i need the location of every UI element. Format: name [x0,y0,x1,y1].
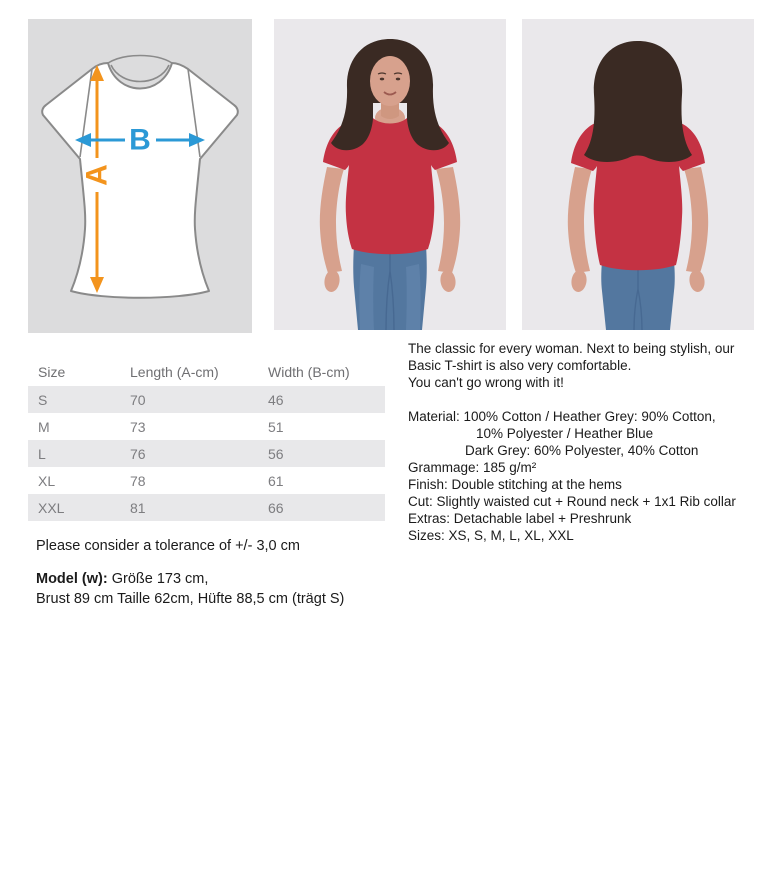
cell-width: 66 [268,499,284,516]
model-height: Größe 173 cm, [107,571,209,587]
intro-line: You can't go wrong with it! [408,375,564,390]
face [370,56,410,106]
model-info-line2: Brust 89 cm Taille 62cm, Hüfte 88,5 cm (trägt S) [36,591,345,607]
model-label: Model (w): [36,571,108,587]
model-info-line1 [36,569,344,589]
cell-width: 61 [268,472,284,489]
material-line: Dark Grey: 60% Polyester, 40% Cotton [465,443,699,458]
intro-line: Basic T-shirt is also very comfortable. [408,358,632,373]
cut-line: Cut: Slightly waisted cut + Round neck + 1x1 Rib collar [408,494,736,509]
model-back-illustration [522,19,754,330]
jeans-wash-left [359,264,374,330]
column-header-width: Width (B-cm) [268,364,350,380]
cell-size: XXL [38,499,65,516]
cell-size: XL [38,472,56,489]
cell-length: 78 [130,472,146,489]
description-details [408,408,776,544]
sizes-line: Sizes: XS, S, M, L, XL, XXL [408,528,574,543]
cell-length: 73 [130,418,146,435]
table-row-m [28,413,385,440]
cell-length: 70 [130,391,146,408]
model-front-illustration [274,19,506,330]
table-row-s [28,386,385,413]
description-intro [408,340,776,391]
finish-line: Finish: Double stitching at the hems [408,477,622,492]
cell-size: M [38,418,50,435]
table-row-xl [28,467,385,494]
material-line: 10% Polyester / Heather Blue [476,426,654,441]
label-b: B [129,123,151,157]
cell-width: 51 [268,418,284,435]
tshirt-measure-diagram-svg [28,19,252,333]
intro-line: The classic for every woman. Next to being stylish, our [408,341,735,356]
size-diagram [28,19,252,333]
cell-size: S [38,391,48,408]
cell-width: 46 [268,391,284,408]
cell-size: L [38,445,46,462]
cell-width: 56 [268,445,284,462]
table-row-xxl [28,494,385,521]
column-header-size: Size [38,364,66,380]
model-front-photo [274,19,506,330]
size-table-header [28,358,385,386]
material-line: Material: 100% Cotton / Heather Grey: 90% Cotton, [408,409,716,424]
product-description [408,340,776,544]
cell-length: 81 [130,499,146,516]
model-info [36,569,344,609]
cell-length: 76 [130,445,146,462]
grammage-line: Grammage: 185 g/m² [408,460,537,475]
jeans-wash-right [406,264,421,330]
table-row-l [28,440,385,467]
extras-line: Extras: Detachable label + Preshrunk [408,511,632,526]
tolerance-note: Please consider a tolerance of +/- 3,0 cm [36,538,300,554]
label-a: A [80,164,114,186]
column-header-length: Length (A-cm) [130,364,219,380]
model-back-photo [522,19,754,330]
size-table [28,358,385,521]
